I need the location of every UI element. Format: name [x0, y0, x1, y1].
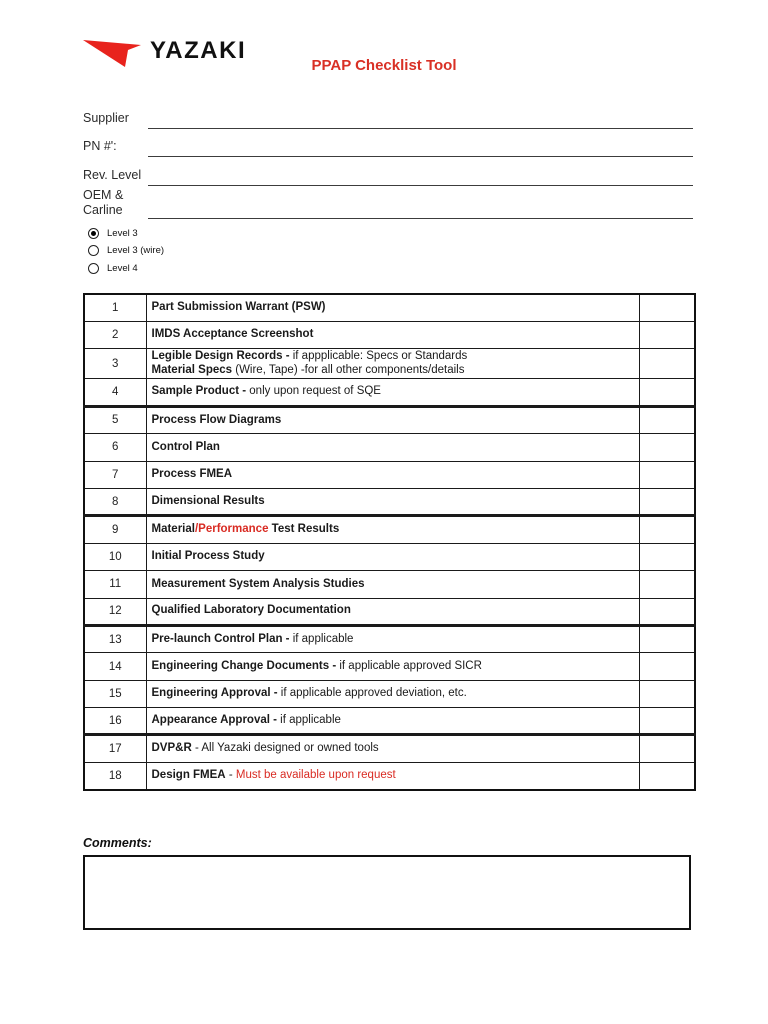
supplier-input[interactable] [148, 109, 693, 129]
row-status-cell[interactable] [639, 516, 695, 543]
row-description: Control Plan [146, 434, 639, 461]
row-description: Sample Product - only upon request of SQE [146, 379, 639, 406]
field-label: Rev. Level [83, 168, 142, 182]
row-status-cell[interactable] [639, 379, 695, 406]
row-description: Pre-launch Control Plan - if applicable [146, 625, 639, 652]
checklist-row [84, 379, 695, 406]
field-label: OEM & Carline [83, 188, 124, 217]
row-status-cell[interactable] [639, 461, 695, 488]
row-description: Material/Performance Test Results [146, 516, 639, 543]
checklist-row [84, 708, 695, 735]
row-status-cell[interactable] [639, 543, 695, 570]
row-number: 8 [84, 488, 146, 515]
checklist-row [84, 516, 695, 543]
checklist-row [84, 625, 695, 652]
row-number: 1 [84, 294, 146, 321]
checklist-row [84, 406, 695, 433]
checklist-row [84, 461, 695, 488]
row-description: DVP&R - All Yazaki designed or owned tools [146, 735, 639, 762]
row-description: Design FMEA - Must be available upon request [146, 762, 639, 789]
row-status-cell[interactable] [639, 434, 695, 461]
row-status-cell[interactable] [639, 708, 695, 735]
row-number: 17 [84, 735, 146, 762]
page-title: PPAP Checklist Tool [311, 57, 457, 74]
level-option-label: Level 4 [107, 262, 138, 274]
level-option[interactable] [88, 227, 164, 239]
radio-icon [88, 245, 99, 256]
row-description: Process Flow Diagrams [146, 406, 639, 433]
row-status-cell[interactable] [639, 294, 695, 321]
level-radio-group [88, 227, 164, 280]
field-label: PN #': [83, 139, 117, 153]
row-number: 18 [84, 762, 146, 789]
form-field [83, 168, 693, 186]
checklist-row [84, 488, 695, 515]
row-number: 5 [84, 406, 146, 433]
row-description: Legible Design Records - if appplicable: Specs or Standards Material Specs (Wire, Tape) -for all other components/details [146, 349, 639, 379]
row-status-cell[interactable] [639, 349, 695, 379]
row-status-cell[interactable] [639, 321, 695, 348]
level-option[interactable] [88, 245, 164, 257]
form-field [83, 188, 693, 219]
row-number: 4 [84, 379, 146, 406]
row-description: Process FMEA [146, 461, 639, 488]
level-option[interactable] [88, 262, 164, 274]
row-status-cell[interactable] [639, 488, 695, 515]
checklist-body [84, 294, 695, 790]
checklist-row [84, 762, 695, 789]
row-number: 12 [84, 598, 146, 625]
row-number: 3 [84, 349, 146, 379]
row-description: Initial Process Study [146, 543, 639, 570]
checklist-row [84, 294, 695, 321]
row-number: 14 [84, 653, 146, 680]
comments-input-box[interactable] [83, 855, 691, 930]
row-description: Engineering Approval - if applicable approved deviation, etc. [146, 680, 639, 707]
checklist-row [84, 653, 695, 680]
row-number: 11 [84, 571, 146, 598]
radio-icon [88, 263, 99, 274]
row-number: 9 [84, 516, 146, 543]
oem-carline-input[interactable] [148, 199, 693, 219]
ppap-checklist-table [83, 293, 696, 791]
row-description: Qualified Laboratory Documentation [146, 598, 639, 625]
rev-level-input[interactable] [148, 166, 693, 186]
row-description: Part Submission Warrant (PSW) [146, 294, 639, 321]
radio-icon [88, 228, 99, 239]
checklist-row [84, 571, 695, 598]
level-option-label: Level 3 (wire) [107, 245, 165, 256]
row-description: Engineering Change Documents - if applicable approved SICR [146, 653, 639, 680]
checklist-row [84, 321, 695, 348]
checklist-row [84, 434, 695, 461]
checklist-row [84, 598, 695, 625]
row-status-cell[interactable] [639, 598, 695, 625]
row-description: Appearance Approval - if applicable [146, 708, 639, 735]
row-status-cell[interactable] [639, 653, 695, 680]
row-number: 2 [84, 321, 146, 348]
row-number: 7 [84, 461, 146, 488]
row-number: 15 [84, 680, 146, 707]
row-status-cell[interactable] [639, 571, 695, 598]
checklist-row [84, 680, 695, 707]
row-status-cell[interactable] [639, 680, 695, 707]
row-description: Dimensional Results [146, 488, 639, 515]
row-number: 16 [84, 708, 146, 735]
row-status-cell[interactable] [639, 406, 695, 433]
row-number: 10 [84, 543, 146, 570]
row-number: 13 [84, 625, 146, 652]
pn-number-input[interactable] [148, 137, 693, 157]
row-description: IMDS Acceptance Screenshot [146, 321, 639, 348]
row-status-cell[interactable] [639, 735, 695, 762]
row-description: Measurement System Analysis Studies [146, 571, 639, 598]
form-field [83, 139, 693, 157]
logo-text: YAZAKI [150, 37, 247, 64]
form-field [83, 111, 693, 129]
level-option-label: Level 3 [107, 227, 138, 239]
checklist-row [84, 735, 695, 762]
field-label: Supplier [83, 111, 129, 125]
checklist-row [84, 349, 695, 379]
row-status-cell[interactable] [639, 762, 695, 789]
row-status-cell[interactable] [639, 625, 695, 652]
row-number: 6 [84, 434, 146, 461]
comments-label: Comments: [83, 836, 152, 850]
checklist-row [84, 543, 695, 570]
